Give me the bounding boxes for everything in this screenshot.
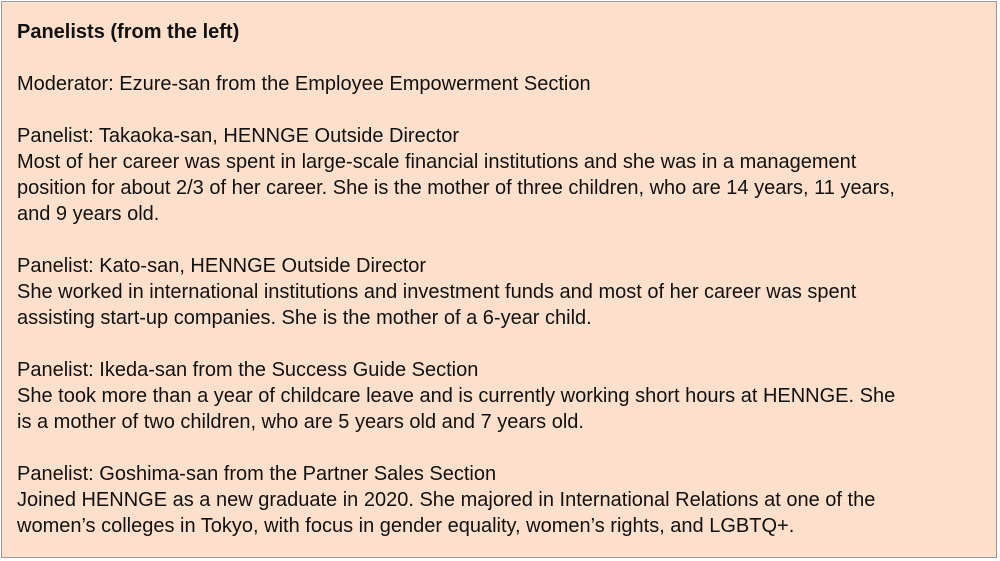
panelist-takaoka-block: [17, 123, 996, 227]
panelists-heading: Panelists (from the left): [17, 21, 240, 43]
panelist-takaoka-bio-line: and 9 years old.: [17, 203, 160, 225]
panelist-ikeda-block: [17, 357, 996, 435]
panelist-ikeda-title: Panelist: Ikeda-san from the Success Guide Section: [17, 359, 479, 381]
panelist-kato-bio-line: assisting start-up companies. She is the mother of a 6-year child.: [17, 307, 592, 329]
moderator-line: Moderator: Ezure-san from the Employee Empowerment Section: [17, 73, 591, 95]
panelist-kato-bio-line: She worked in international institutions and investment funds and most of her career was spent: [17, 281, 857, 303]
panelist-goshima-title: Panelist: Goshima-san from the Partner Sales Section: [17, 463, 497, 485]
moderator-block: [17, 71, 996, 97]
panelist-takaoka-bio-line: position for about 2/3 of her career. She is the mother of three children, who are 14 years, 11 years,: [17, 177, 895, 199]
panelist-goshima-bio-line: women’s colleges in Tokyo, with focus in gender equality, women’s rights, and LGBTQ+.: [17, 515, 795, 537]
panelist-takaoka-title: Panelist: Takaoka-san, HENNGE Outside Director: [17, 125, 460, 147]
panelist-takaoka-bio-line: Most of her career was spent in large-scale financial institutions and she was in a management: [17, 151, 857, 173]
panelist-goshima-bio-line: Joined HENNGE as a new graduate in 2020. She majored in International Relations at one of the: [17, 489, 876, 511]
panelist-kato-title: Panelist: Kato-san, HENNGE Outside Director: [17, 255, 427, 277]
panelist-ikeda-bio-line: is a mother of two children, who are 5 years old and 7 years old.: [17, 411, 584, 433]
panelist-kato-block: [17, 253, 996, 331]
panelist-ikeda-bio-line: She took more than a year of childcare leave and is currently working short hours at HENNGE. She: [17, 385, 896, 407]
panelists-text-box: [1, 1, 997, 558]
panelist-goshima-block: [17, 461, 996, 539]
